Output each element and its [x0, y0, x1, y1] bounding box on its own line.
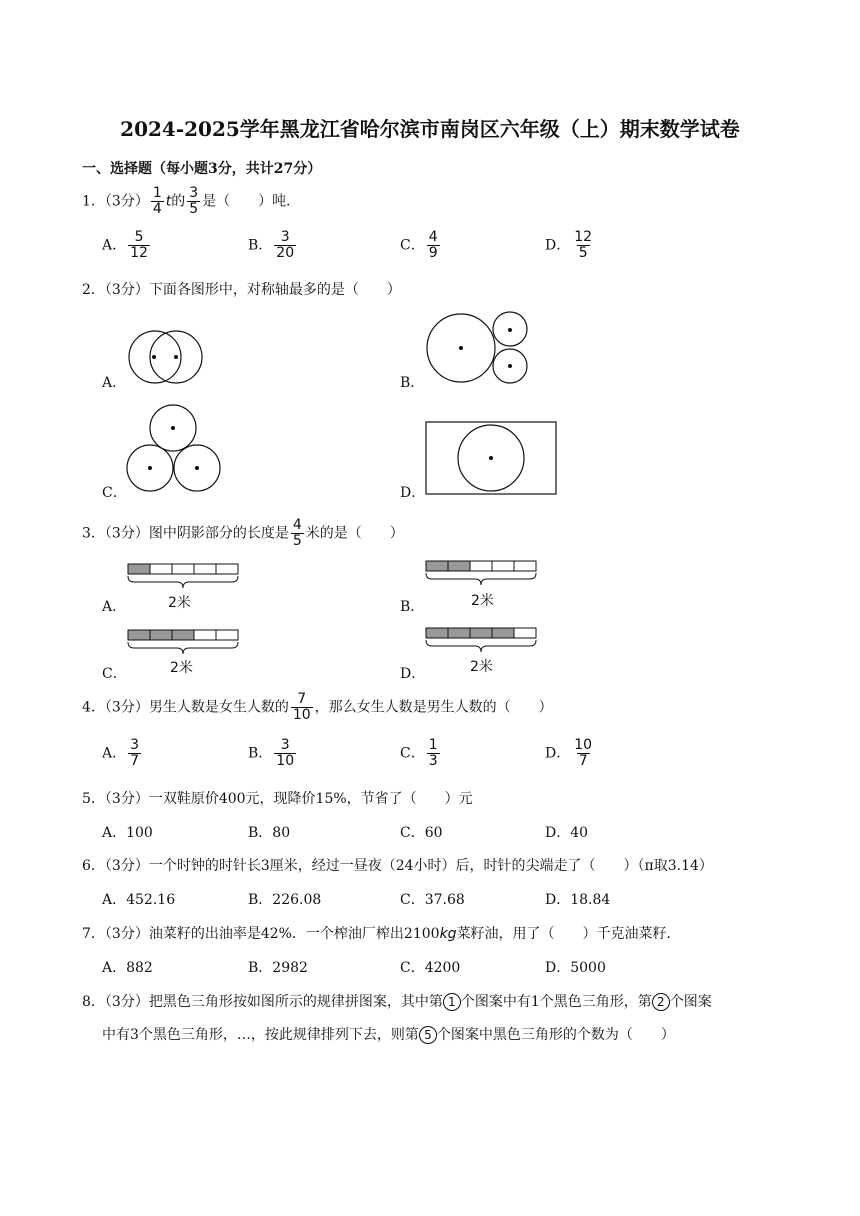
bar-segment — [514, 628, 536, 638]
brace — [128, 576, 238, 588]
q1-unit: t — [165, 193, 172, 210]
bar-segment — [150, 630, 172, 640]
q1-fraction-1: $\frac{1}{4}$ — [152, 185, 162, 217]
q2-figure-a — [120, 328, 210, 388]
bar-segment — [492, 561, 514, 571]
question-6: 6．（3分）一个时钟的时针长3厘米，经过一昼夜（24小时）后，时针的尖端走了（ ）（π取3.14） — [82, 858, 713, 874]
q7-option-a[interactable]: A．882 — [102, 960, 153, 976]
q3-bar-label-a: 2米 — [168, 595, 191, 611]
bar-segment — [216, 564, 238, 574]
q5-option-c[interactable]: C．60 — [400, 825, 443, 841]
q3-label-a[interactable]: A． — [102, 599, 127, 615]
q1-option-b[interactable]: B． $\frac{3}{20}$ — [248, 229, 295, 261]
question-2: 2．（3分）下面各图形中，对称轴最多的是（ ） — [82, 282, 401, 298]
bar-segment — [448, 628, 470, 638]
q3-bar-label-c: 2米 — [170, 660, 193, 676]
question-1 — [82, 186, 300, 217]
question-3: 3．（3分）图中阴影部分的长度是 $\frac{4}{5}$ 米的是（ ） — [82, 517, 404, 549]
q2-label-c[interactable]: C． — [102, 485, 127, 501]
question-7: 7．（3分）油菜籽的出油率是42%．一个榨油厂榨出2100kg菜籽油，用了（ ）千克油菜籽． — [82, 926, 681, 942]
q4-option-c[interactable]: C． $\frac{1}{3}$ — [400, 737, 438, 769]
q2-figure-d — [425, 420, 560, 495]
bar-segment — [470, 561, 492, 571]
q1-of: 的 — [171, 193, 186, 210]
q6-option-d[interactable]: D．18.84 — [545, 892, 611, 908]
q2-figure-b — [420, 308, 535, 388]
q4-option-b[interactable]: B． $\frac{3}{10}$ — [248, 737, 295, 769]
q6-option-c[interactable]: C．37.68 — [400, 892, 465, 908]
q2-label-b[interactable]: B． — [400, 375, 425, 391]
circled-number-1: 1 — [443, 993, 461, 1011]
brace — [426, 573, 536, 585]
bar-segment — [448, 561, 470, 571]
q2-label-d[interactable]: D． — [400, 485, 426, 501]
q2-label-a[interactable]: A． — [102, 375, 127, 391]
q4-option-d[interactable]: D． $\frac{10}{7}$ — [545, 737, 593, 769]
q5-option-a[interactable]: A．100 — [102, 825, 153, 841]
q4-fraction: $\frac{7}{10}$ — [292, 691, 311, 723]
q3-label-b[interactable]: B． — [400, 599, 425, 615]
q5-option-b[interactable]: B．80 — [248, 825, 291, 841]
circled-number-5: 5 — [419, 1026, 437, 1044]
q6-option-a[interactable]: A．452.16 — [102, 892, 176, 908]
bar-segment — [194, 630, 216, 640]
q7-option-c[interactable]: C．4200 — [400, 960, 461, 976]
q7-option-d[interactable]: D．5000 — [545, 960, 606, 976]
q3-fraction: $\frac{4}{5}$ — [292, 517, 302, 549]
question-4: 4．（3分）男生人数是女生人数的 $\frac{7}{10}$ ，那么女生人数是男生人数的（ ） — [82, 691, 553, 723]
bar-segment — [128, 630, 150, 640]
bar-segment — [492, 628, 514, 638]
q3-label-d[interactable]: D． — [400, 666, 426, 682]
bar-segment — [150, 564, 172, 574]
q2-figure-c — [122, 400, 227, 492]
brace — [128, 642, 238, 654]
q1-option-a[interactable]: A． $\frac{5}{12}$ — [102, 229, 148, 261]
bar-segment — [172, 564, 194, 574]
q1-fraction-2: $\frac{3}{5}$ — [189, 185, 199, 217]
q1-option-d[interactable]: D． $\frac{12}{5}$ — [545, 229, 593, 261]
bar-segment — [426, 628, 448, 638]
page-title: 2024-2025学年黑龙江省哈尔滨市南岗区六年级（上）期末数学试卷 — [120, 117, 740, 141]
q6-option-b[interactable]: B．226.08 — [248, 892, 322, 908]
q1-suffix: 是（ ）吨． — [202, 193, 301, 210]
q3-bar-label-d: 2米 — [470, 659, 493, 675]
brace — [426, 640, 536, 652]
question-5: 5．（3分）一双鞋原价400元，现降价15%，节省了（ ）元 — [82, 791, 473, 807]
question-8-line-1: 8．（3分）把黑色三角形按如图所示的规律拼图案，其中第 1 个图案中有1个黑色三角形，第 2 个图案 — [82, 994, 712, 1010]
bar-segment — [470, 628, 492, 638]
bar-segment — [172, 630, 194, 640]
q3-bar-label-b: 2米 — [471, 593, 494, 609]
question-8-line-2: 中有3个黑色三角形，…，按此规律排列下去，则第 5 个图案中黑色三角形的个数为（ ） — [102, 1027, 675, 1043]
q4-option-a[interactable]: A． $\frac{3}{7}$ — [102, 737, 140, 769]
q1-prefix: 1．（3分） — [82, 193, 149, 210]
q5-option-d[interactable]: D．40 — [545, 825, 589, 841]
section-heading: 一、选择题（每小题3分，共计27分） — [82, 161, 322, 177]
q3-label-c[interactable]: C． — [102, 666, 127, 682]
q7-option-b[interactable]: B．2982 — [248, 960, 308, 976]
bar-segment — [426, 561, 448, 571]
bar-segment — [514, 561, 536, 571]
bar-segment — [128, 564, 150, 574]
circled-number-2: 2 — [652, 993, 670, 1011]
bar-segment — [194, 564, 216, 574]
q1-option-c[interactable]: C． $\frac{4}{9}$ — [400, 229, 438, 261]
bar-segment — [216, 630, 238, 640]
q7-unit: kg — [439, 926, 457, 942]
